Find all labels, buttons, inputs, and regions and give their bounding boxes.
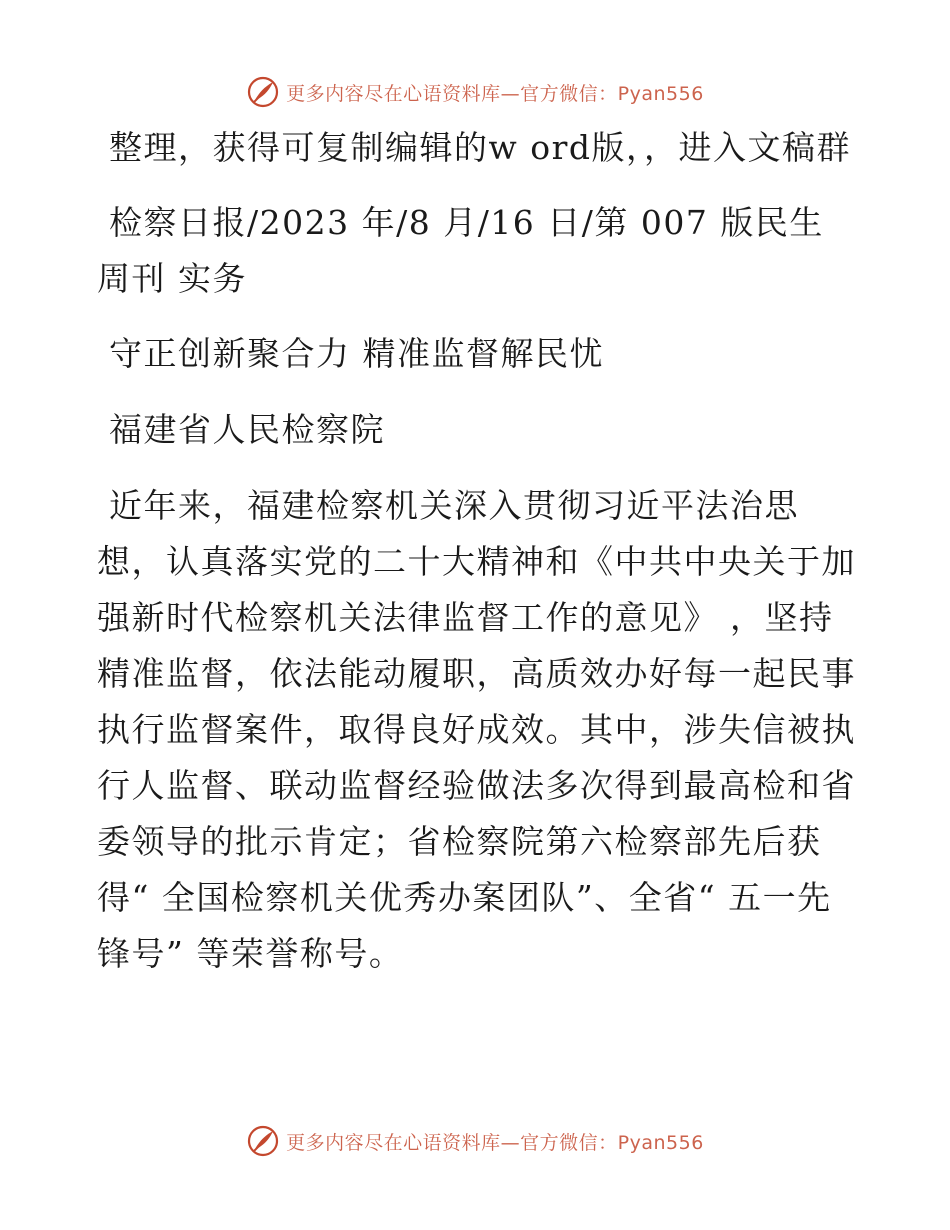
- watermark-header: [0, 72, 950, 112]
- article-title: 守正创新聚合力 精准监督解民忧: [109, 334, 604, 373]
- watermark-text: 更多内容尽在心语资料库—官方微信：Pyan556: [286, 1131, 704, 1154]
- body-paragraph: 近年来，福建检察机关深入贯彻习近平法治思想，认真落实党的二十大精神和《中共中央关于加强新时代检察机关法律监督工作的意见》 ，坚持精准监督，依法能动履职，高质效办好每一起民事执行监督案件，取得良好成效。其中，涉失信被执行人监督、联动监督经验做法多次得到最高检和省委领导的批示肯定；省检察院第六检察部先后获得“ 全国检察机关优秀办案团队”、全省“ 五一先锋号” 等荣誉称号。: [97, 486, 856, 973]
- source-line: 检察日报/2023 年/8 月/16 日/第 007 版民生周刊 实务: [97, 203, 824, 298]
- document-body: [97, 120, 857, 982]
- intro-note: 整理，获得可复制编辑的w ord版，，进入文稿群: [109, 128, 852, 167]
- watermark-text: 更多内容尽在心语资料库—官方微信：Pyan556: [286, 82, 704, 105]
- article-author: 福建省人民检察院: [109, 410, 385, 449]
- watermark-footer: [0, 1121, 950, 1161]
- quill-logo-icon: [246, 75, 280, 109]
- quill-logo-icon: [246, 1124, 280, 1158]
